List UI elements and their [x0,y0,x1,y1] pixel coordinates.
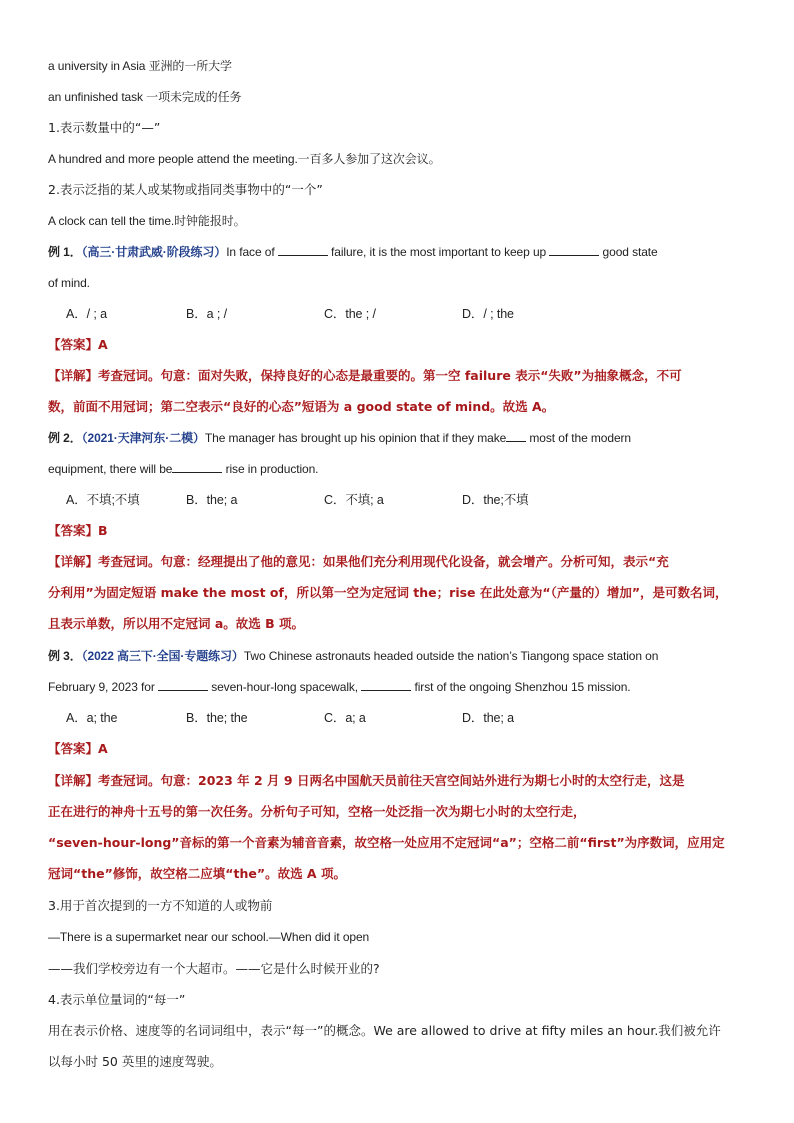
explanation: 正在进行的神舟十五号的第一次任务。分析句子可知，空格一处泛指一次为期七小时的太空行走， [48,804,586,819]
option-d: D．the; a [462,711,515,725]
explanation: 【详解】考查冠词。句意：面对失败，保持良好的心态是最重要的。第一空 failure 表示“失败”为抽象概念，不可 [48,368,682,383]
example-label: 例 1． [48,245,82,259]
section-heading: 1.表示数量中的“—” [48,120,161,135]
option-c: C．a; a [324,711,366,725]
text-line: A hundred and more people attend the meeting.一百多人参加了这次会议。 [48,152,441,166]
explanation: “seven-hour-long”音标的第一个音素为辅音音素，故空格一处应用不定冠词“a”；空格二前“first”为序数词，应用定 [48,835,725,850]
answer: 【答案】A [48,741,108,756]
answer-blank [361,679,411,691]
answer-blank [172,461,222,473]
option-b: B．a ; / [186,307,227,321]
answer-blank [278,244,328,256]
explanation: 分利用”为固定短语 make the most of，所以第一空为定冠词 the；rise 在此处意为“（产量的）增加”，是可数名词， [48,585,728,600]
question-stem: 例 3．（2022 高三下·全国·专题练习）Two Chinese astronauts headed outside the nation’s Tiangong space station on [48,649,659,663]
option-a: A．a; the [66,711,118,725]
option-c: C．the ; / [324,307,376,321]
explanation: 【详解】考查冠词。句意：2023 年 2 月 9 日两名中国航天员前往天宫空间站外进行为期七小时的太空行走，这是 [48,773,685,788]
option-a: A．/ ; a [66,307,107,321]
question-source: （2021·天津河东·二模） [81,431,205,445]
answer: 【答案】B [48,523,108,538]
option-a: A．不填;不填 [66,493,140,507]
text-line: —There is a supermarket near our school.—When did it open [48,930,370,944]
option-c: C．不填; a [324,493,384,507]
question-source: （2022 高三下·全国·专题练习） [81,649,244,663]
question-source: （高三·甘肃武威·阶段练习） [81,245,227,259]
option-d: D．/ ; the [462,307,514,321]
section-heading: 2.表示泛指的某人或某物或指同类事物中的“一个” [48,182,323,197]
explanation: 【详解】考查冠词。句意：经理提出了他的意见：如果他们充分利用现代化设备，就会增产。分析可知，表示“充 [48,554,669,569]
explanation: 冠词“the”修饰，故空格二应填“the”。故选 A 项。 [48,866,346,881]
text-line: 以每小时 50 英里的速度驾驶。 [48,1054,222,1069]
explanation: 数，前面不用冠词；第二空表示“良好的心态”短语为 a good state of mind。故选 A。 [48,399,555,414]
text-line: 用在表示价格、速度等的名词词组中，表示“每一”的概念。We are allowed to drive at fifty miles an hour.我们被允许 [48,1023,721,1038]
example-label: 例 3． [48,649,82,663]
answer-blank [506,430,526,442]
question-stem: 例 1．（高三·甘肃武威·阶段练习）In face of failure, it is the most important to keep up good state [48,245,658,259]
question-stem-cont: of mind. [48,276,90,290]
text-line: an unfinished task 一项未完成的任务 [48,90,242,104]
answer: 【答案】A [48,337,108,352]
question-stem-cont: February 9, 2023 for seven-hour-long spacewalk, first of the ongoing Shenzhou 15 mission. [48,680,631,694]
question-stem: 例 2．（2021·天津河东·二模）The manager has brought up his opinion that if they make most of the modern [48,431,631,445]
section-heading: 4.表示单位量词的“每一” [48,992,186,1007]
answer-blank [158,679,208,691]
answer-blank [549,244,599,256]
option-d: D．the;不填 [462,493,529,507]
option-b: B．the; a [186,493,238,507]
text-line: a university in Asia 亚洲的一所大学 [48,59,232,73]
question-stem-cont: equipment, there will be rise in production. [48,462,319,476]
section-heading: 3.用于首次提到的一方不知道的人或物前 [48,898,273,913]
text-line: ——我们学校旁边有一个大超市。——它是什么时候开业的? [48,961,380,976]
explanation: 且表示单数，所以用不定冠词 a。故选 B 项。 [48,616,305,631]
example-label: 例 2． [48,431,82,445]
option-b: B．the; the [186,711,248,725]
text-line: A clock can tell the time.时钟能报时。 [48,214,246,228]
